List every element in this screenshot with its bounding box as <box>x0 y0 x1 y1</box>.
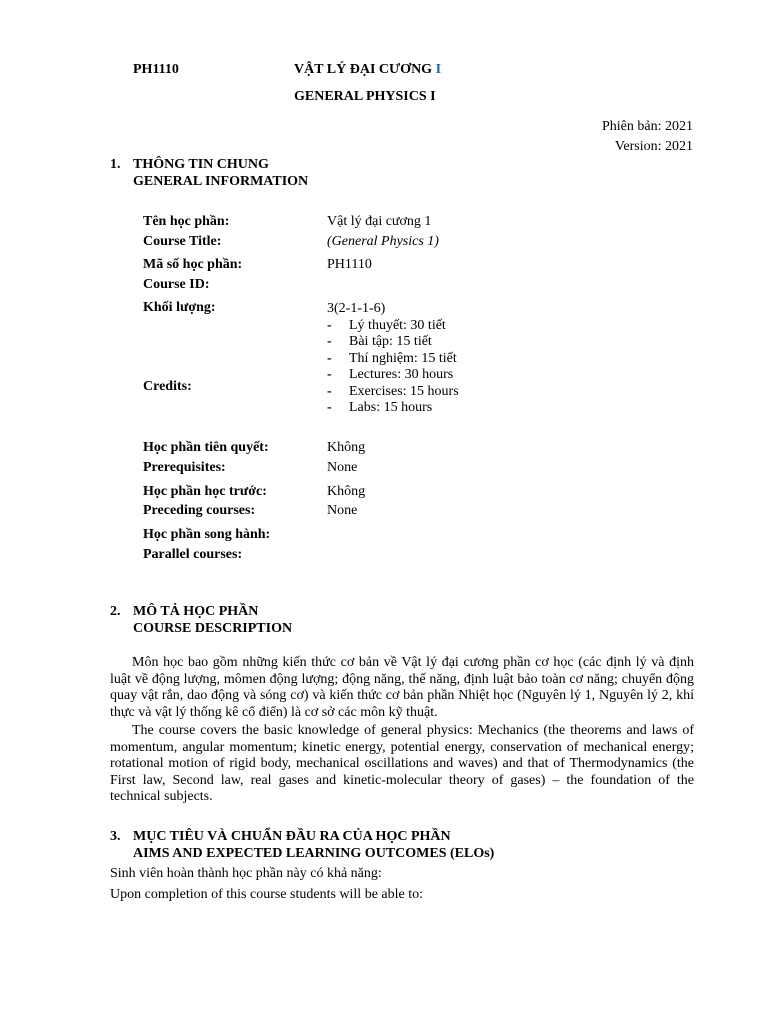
course-title-value-vi: Vật lý đại cương 1 <box>327 214 432 229</box>
list-item <box>327 367 459 383</box>
section1-number: 1. <box>110 157 121 172</box>
title-vi-numeral: I <box>435 62 442 77</box>
description-en: The course covers the basic knowledge of general physics: Mechanics (the theorems and laws of momentum, angular momentum; kinetic energy, potential energy, conservation of mechanical energy; rotational motion of rigid body, mechanical oscillations and waves) and that of Thermodynamics (the First law, Second law, real gases and kinetic-molecular theory of gases) – the foundation of the technical subjects. <box>110 723 694 804</box>
section1-heading-vi: THÔNG TIN CHUNG <box>133 157 269 172</box>
section2-number: 2. <box>110 604 121 619</box>
bullet-dash: - <box>327 383 332 399</box>
credits-item: Exercises: 15 hours <box>349 383 459 399</box>
course-title-value-en: (General Physics 1) <box>327 234 439 249</box>
list-item <box>327 384 459 400</box>
credits-label-en: Credits: <box>143 379 192 394</box>
title-vi-text: VẬT LÝ ĐẠI CƯƠNG <box>294 62 436 77</box>
prerequisites-label-en: Prerequisites: <box>143 460 226 475</box>
credits-item: Thí nghiệm: 15 tiết <box>349 350 457 366</box>
prerequisites-value-en: None <box>327 460 358 475</box>
parallel-label-en: Parallel courses: <box>143 547 243 562</box>
credits-item: Bài tập: 15 tiết <box>349 334 432 350</box>
section3-number: 3. <box>110 829 121 844</box>
list-item <box>327 334 459 350</box>
credits-item: Lectures: 30 hours <box>349 367 454 383</box>
credits-item: Lý thuyết: 30 tiết <box>349 318 446 333</box>
credits-item: Labs: 15 hours <box>349 399 433 415</box>
outcomes-intro-en: Upon completion of this course students will be able to: <box>110 887 424 902</box>
version-en: Version: 2021 <box>614 139 693 154</box>
prerequisites-value-vi: Không <box>327 440 366 455</box>
course-title-label-vi: Tên học phần: <box>143 214 230 229</box>
list-item <box>327 318 459 334</box>
bullet-dash: - <box>327 367 332 383</box>
bullet-dash: - <box>327 318 332 333</box>
course-id-value: PH1110 <box>327 257 372 272</box>
preceding-label-vi: Học phần học trước: <box>143 484 267 499</box>
course-id-label-en: Course ID: <box>143 277 210 292</box>
parallel-label-vi: Học phần song hành: <box>143 527 271 542</box>
credits-breakdown-list <box>327 318 459 416</box>
prerequisites-label-vi: Học phần tiên quyết: <box>143 440 269 455</box>
version-vi: Phiên bản: 2021 <box>602 119 693 134</box>
course-id-label-vi: Mã số học phần: <box>143 257 243 272</box>
credits-label-vi: Khối lượng: <box>143 300 216 315</box>
title-vi <box>294 61 441 78</box>
bullet-dash: - <box>327 399 332 415</box>
section3-heading-vi: MỤC TIÊU VÀ CHUẨN ĐẦU RA CỦA HỌC PHẦN <box>133 829 451 844</box>
list-item <box>327 400 459 416</box>
preceding-value-en: None <box>327 503 358 518</box>
preceding-label-en: Preceding courses: <box>143 503 256 518</box>
section1-heading-en: GENERAL INFORMATION <box>133 174 309 189</box>
credits-value: 3(2-1-1-6) <box>327 301 386 316</box>
preceding-value-vi: Không <box>327 484 366 499</box>
bullet-dash: - <box>327 334 332 350</box>
outcomes-intro-vi: Sinh viên hoàn thành học phần này có khả năng: <box>110 866 382 881</box>
section3-heading-en: AIMS AND EXPECTED LEARNING OUTCOMES (ELOs) <box>133 846 495 861</box>
course-code: PH1110 <box>133 62 179 77</box>
course-title-label-en: Course Title: <box>143 234 222 249</box>
description-vi: Môn học bao gồm những kiến thức cơ bản về Vật lý đại cương phần cơ học (các định lý và định luật về động lượng, mômen động lượng; động năng, thế năng, định luật bảo toàn cơ năng; chuyển động quay vật rắn, dao động và sóng cơ) và kiến thức cơ bản phần Nhiệt học (Nguyên lý 1, Nguyên lý 2, khí thực và vật lý thống kê cổ điển) là cơ sở các môn kỹ thuật. <box>110 655 694 720</box>
section2-heading-vi: MÔ TẢ HỌC PHẦN <box>133 604 259 619</box>
list-item <box>327 351 459 367</box>
bullet-dash: - <box>327 350 332 366</box>
section2-heading-en: COURSE DESCRIPTION <box>133 621 293 636</box>
title-en: GENERAL PHYSICS I <box>294 89 436 104</box>
